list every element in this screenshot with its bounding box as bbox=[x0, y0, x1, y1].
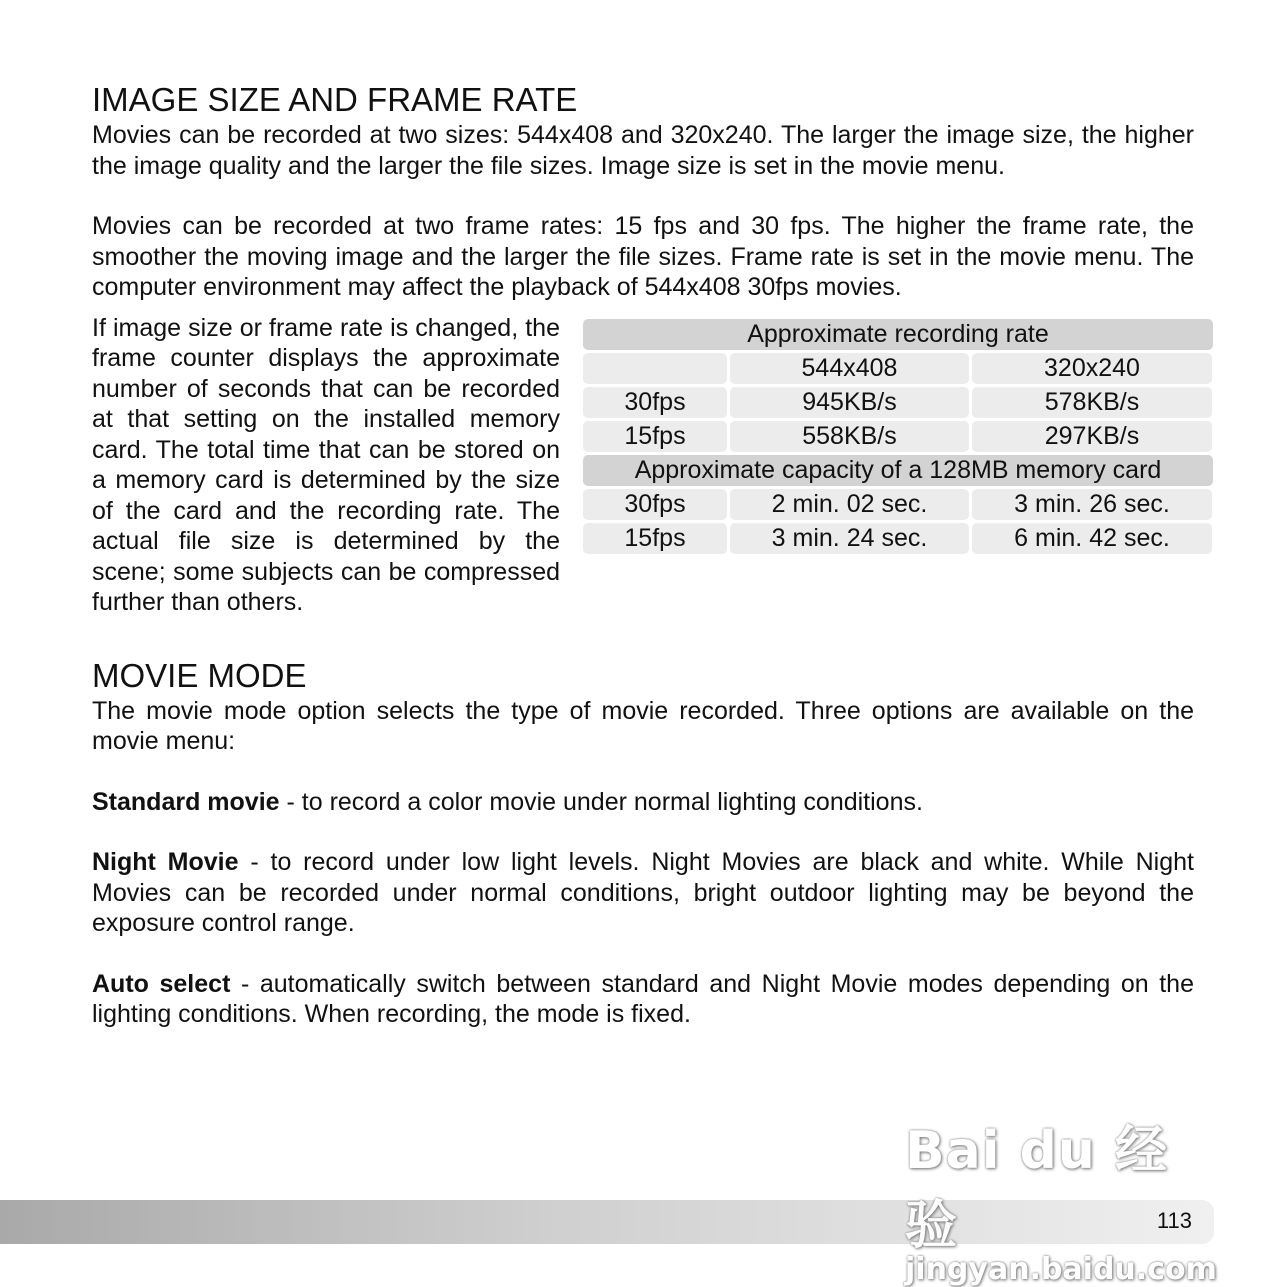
column-header-544x408: 544x408 bbox=[730, 353, 969, 384]
table-cell: 6 min. 42 sec. bbox=[972, 523, 1212, 554]
watermark-url: jingyan.baidu.com bbox=[905, 1252, 1217, 1287]
option-description: - to record a color movie under normal lighting conditions. bbox=[279, 787, 923, 816]
section-title-movie-mode: MOVIE MODE bbox=[92, 656, 307, 694]
footer-bar bbox=[0, 1200, 1214, 1244]
table-cell: 558KB/s bbox=[730, 421, 969, 452]
table-row bbox=[583, 387, 1213, 418]
row-label: 15fps bbox=[583, 421, 727, 452]
manual-page bbox=[92, 80, 1194, 1030]
table-row bbox=[583, 421, 1213, 452]
option-name: Auto select bbox=[92, 969, 231, 998]
column-header-320x240: 320x240 bbox=[972, 353, 1212, 384]
table-cell: 3 min. 24 sec. bbox=[730, 523, 969, 554]
table-corner-cell bbox=[583, 353, 727, 384]
option-name: Night Movie bbox=[92, 848, 239, 876]
option-description: - automatically switch between standard and Night Movie modes depending on the lighting conditions. When recording, the mode is fixed. bbox=[92, 969, 1194, 1028]
option-auto-select bbox=[92, 969, 1194, 1030]
section-title-image-size: IMAGE SIZE AND FRAME RATE bbox=[92, 81, 578, 118]
table-cell: 297KB/s bbox=[972, 421, 1212, 452]
row-label: 15fps bbox=[583, 523, 727, 554]
row-label: 30fps bbox=[583, 489, 727, 520]
option-name: Standard movie bbox=[92, 787, 280, 816]
table-row bbox=[583, 523, 1213, 554]
table-cell: 945KB/s bbox=[730, 387, 969, 418]
row-label: 30fps bbox=[583, 387, 727, 418]
option-night-movie bbox=[92, 847, 1194, 939]
table-header-recording-rate: Approximate recording rate bbox=[583, 319, 1213, 350]
side-text-column bbox=[92, 313, 560, 618]
paragraph-frame-counter: If image size or frame rate is changed, the frame counter displays the approximate number of seconds that can be recorded at that setting on the installed memory card. The total time that can be stored on a memory card is determined by the size of the card and the recording rate. The actual file size is determined by the scene; some subjects can be compressed further than others. bbox=[92, 313, 560, 616]
watermark-logo-text: Bai du 经验 bbox=[905, 1121, 1168, 1256]
recording-rate-table bbox=[583, 319, 1213, 618]
table-row bbox=[583, 489, 1213, 520]
table-cell: 3 min. 26 sec. bbox=[972, 489, 1212, 520]
table-column-headers bbox=[583, 353, 1213, 384]
paragraph-image-size: Movies can be recorded at two sizes: 544x408 and 320x240. The larger the image size, the higher the image quality and the larger the file sizes. Image size is set in the movie menu. bbox=[92, 121, 1194, 180]
page-number: 113 bbox=[1156, 1208, 1192, 1233]
paragraph-movie-mode-intro: The movie mode option selects the type of movie recorded. Three options are available on the movie menu: bbox=[92, 696, 1194, 755]
table-cell: 578KB/s bbox=[972, 387, 1212, 418]
option-description: - to record under low light levels. Night Movies are black and white. While Night Movies can be recorded under normal conditions, bright outdoor lighting may be beyond the exposure control range. bbox=[92, 848, 1194, 937]
table-header-capacity: Approximate capacity of a 128MB memory card bbox=[583, 455, 1213, 486]
paragraph-frame-rate: Movies can be recorded at two frame rates: 15 fps and 30 fps. The higher the frame rate, the smoother the moving image and the larger the file sizes. Frame rate is set in the movie menu. The computer environment may affect the playback of 544x408 30fps movies. bbox=[92, 212, 1194, 301]
text-and-table-row bbox=[92, 313, 1194, 618]
option-standard-movie bbox=[92, 787, 1194, 818]
table-cell: 2 min. 02 sec. bbox=[730, 489, 969, 520]
